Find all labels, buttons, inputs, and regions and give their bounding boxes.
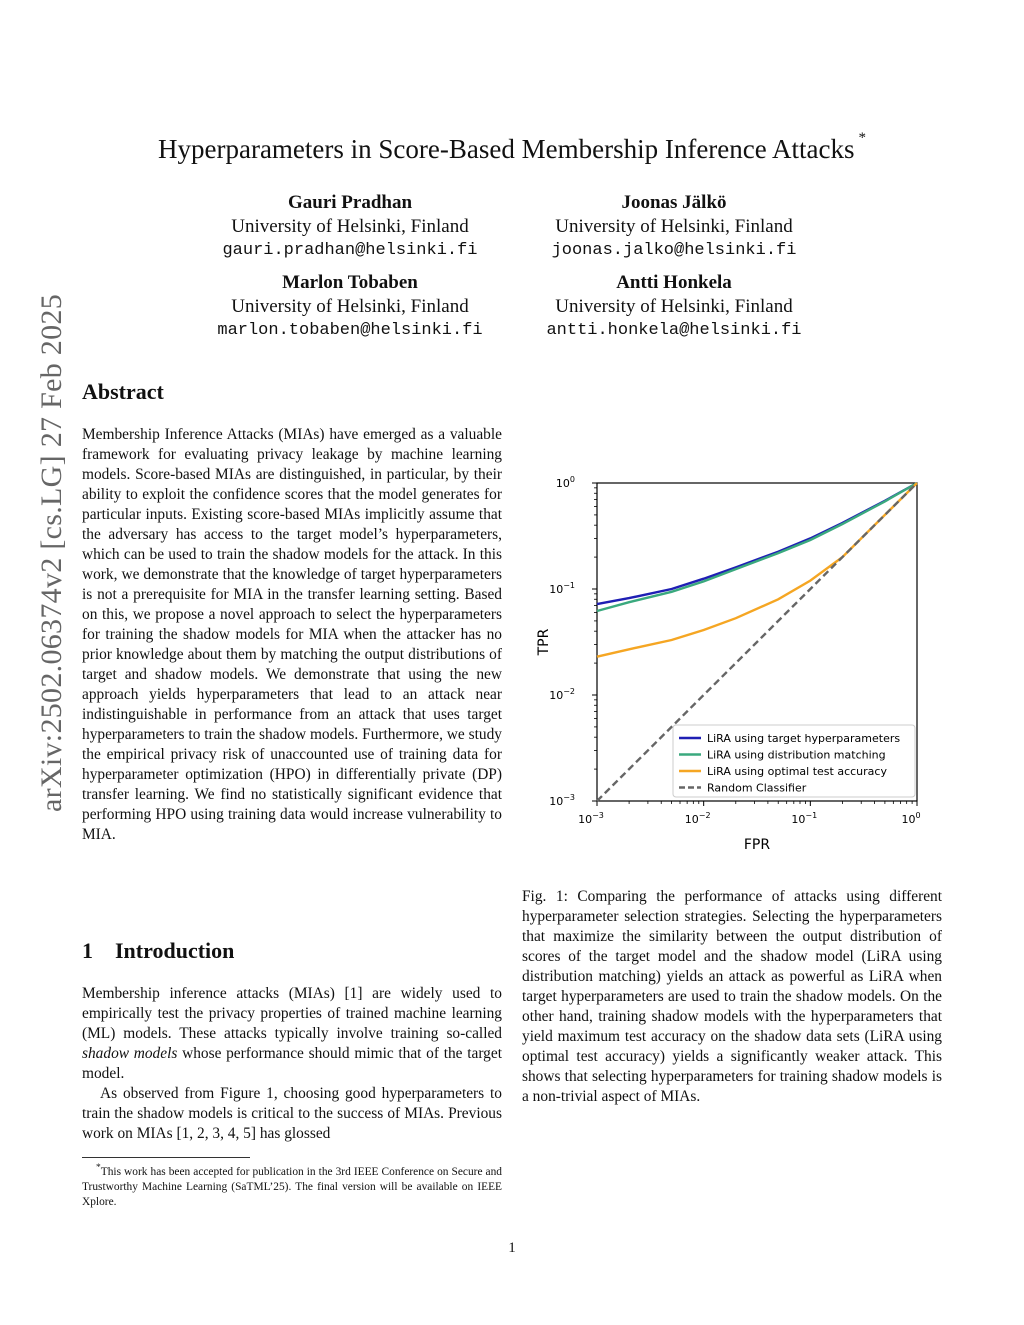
page-number: 1 bbox=[508, 1240, 516, 1256]
introduction-text bbox=[82, 984, 502, 1144]
intro-paragraph: As observed from Figure 1, choosing good hyperparameters to train the shadow models is critical to the success of MIAs. Previous work on MIAs [1, 2, 3, 4, 5] has glossed bbox=[82, 1085, 502, 1142]
author-affiliation: University of Helsinki, Finland bbox=[555, 216, 793, 237]
author-block bbox=[504, 191, 844, 263]
author-email[interactable]: antti.honkela@helsinki.fi bbox=[546, 321, 802, 340]
y-tick-label: $10^{-2}$ bbox=[549, 687, 575, 702]
series-line-0 bbox=[597, 483, 917, 604]
figure-caption: Fig. 1: Comparing the performance of attacks using different hyperparameter selection strategies. Selecting the hyperparameters that maximize the similarity between the output distribution of scores of the target model and the shadow model (LiRA using distribution matching) yields an attack as powerful as LiRA when target hyperparameters are used to train the shadow models. On the other hand, training shadow models with the hyperparameters that yield maximum test accuracy on the shadow data sets (LiRA using optimal test accuracy) yields a significantly weaker attack. This shows that selecting hyperparameters for training shadow models is a non-trivial aspect of MIAs. bbox=[522, 888, 942, 1105]
footnote: *This work has been accepted for publication in the 3rd IEEE Conference on Secure and Trustworthy Machine Learning (SaTML’25). The final version will be available on IEEE Xplore. bbox=[82, 1163, 502, 1208]
author-name: Joonas Jälkö bbox=[621, 192, 727, 213]
author-name: Gauri Pradhan bbox=[287, 192, 413, 213]
footnote-rule bbox=[82, 1157, 250, 1158]
author-affiliation: University of Helsinki, Finland bbox=[231, 296, 469, 317]
abstract-text: Membership Inference Attacks (MIAs) have emerged as a valuable framework for evaluating privacy leakage by machine learning models. Score-based MIAs are distinguished, in particular, by their ability to exploit the confidence scores that the model generates for particular inputs. Existing score-based MIAs implicitly assume that the adversary has access to the target model’s hyperparameters, which can be used to train the shadow models for the attack. In this work, we demonstrate that the knowledge of target hyperparameters is not a prerequisite for MIA in the transfer learning setting. Based on this, we propose a novel approach to select the hyperparameters for training the shadow models for MIA when the attacker has no prior knowledge about them by matching the output distributions of target and shadow models. We demonstrate that using the new approach yields hyperparameters that lead to an attack near indistinguishable in performance from an attack that uses target hyperparameters to train the shadow models. Furthermore, we study the empirical privacy risk of unaccounted use of training data for hyperparameter optimization (HPO) in differentially private (DP) transfer learning. We find no statistically significant evidence that performing HPO using training data would increase vulnerability to MIA. bbox=[82, 426, 502, 843]
section-heading-introduction: 1 Introduction bbox=[82, 938, 235, 963]
y-axis-label: TPR bbox=[536, 628, 552, 656]
series-line-1 bbox=[597, 483, 917, 611]
y-tick-label: $10^{-3}$ bbox=[549, 793, 575, 808]
roc-chart bbox=[530, 470, 950, 860]
legend-label: LiRA using target hyperparameters bbox=[707, 732, 901, 745]
author-affiliation: University of Helsinki, Finland bbox=[555, 296, 793, 317]
author-name: Antti Honkela bbox=[616, 272, 732, 293]
author-block bbox=[180, 271, 520, 343]
author-email[interactable]: gauri.pradhan@helsinki.fi bbox=[222, 241, 478, 260]
x-tick-label: $10^{-3}$ bbox=[578, 811, 604, 826]
x-tick-label: $10^{-2}$ bbox=[684, 811, 711, 826]
arxiv-identifier: arXiv:2502.06374v2 [cs.LG] 27 Feb 2025 bbox=[35, 293, 68, 812]
legend-label: LiRA using optimal test accuracy bbox=[707, 765, 887, 778]
x-tick-label: $10^0$ bbox=[901, 811, 921, 826]
x-tick-label: $10^{-1}$ bbox=[791, 811, 818, 826]
author-block bbox=[504, 271, 844, 343]
author-affiliation: University of Helsinki, Finland bbox=[231, 216, 469, 237]
abstract-heading: Abstract bbox=[82, 379, 164, 404]
paper-title: Hyperparameters in Score-Based Membership Inference Attacks * bbox=[158, 130, 866, 164]
y-tick-label: $10^{-1}$ bbox=[549, 581, 575, 596]
legend-label: Random Classifier bbox=[707, 781, 807, 795]
author-email[interactable]: joonas.jalko@helsinki.fi bbox=[551, 241, 797, 260]
x-axis-label: FPR bbox=[743, 837, 771, 853]
author-name: Marlon Tobaben bbox=[282, 272, 418, 293]
legend-label: LiRA using distribution matching bbox=[707, 748, 886, 762]
intro-paragraph: Membership inference attacks (MIAs) [1] are widely used to empirically test the privacy properties of trained machine learning (ML) models. These attacks typically involve training so-called shadow models whose performance should mimic that of the target model. bbox=[82, 985, 502, 1082]
author-block bbox=[180, 191, 520, 263]
author-email[interactable]: marlon.tobaben@helsinki.fi bbox=[217, 321, 483, 340]
y-tick-label: $10^0$ bbox=[555, 475, 575, 490]
